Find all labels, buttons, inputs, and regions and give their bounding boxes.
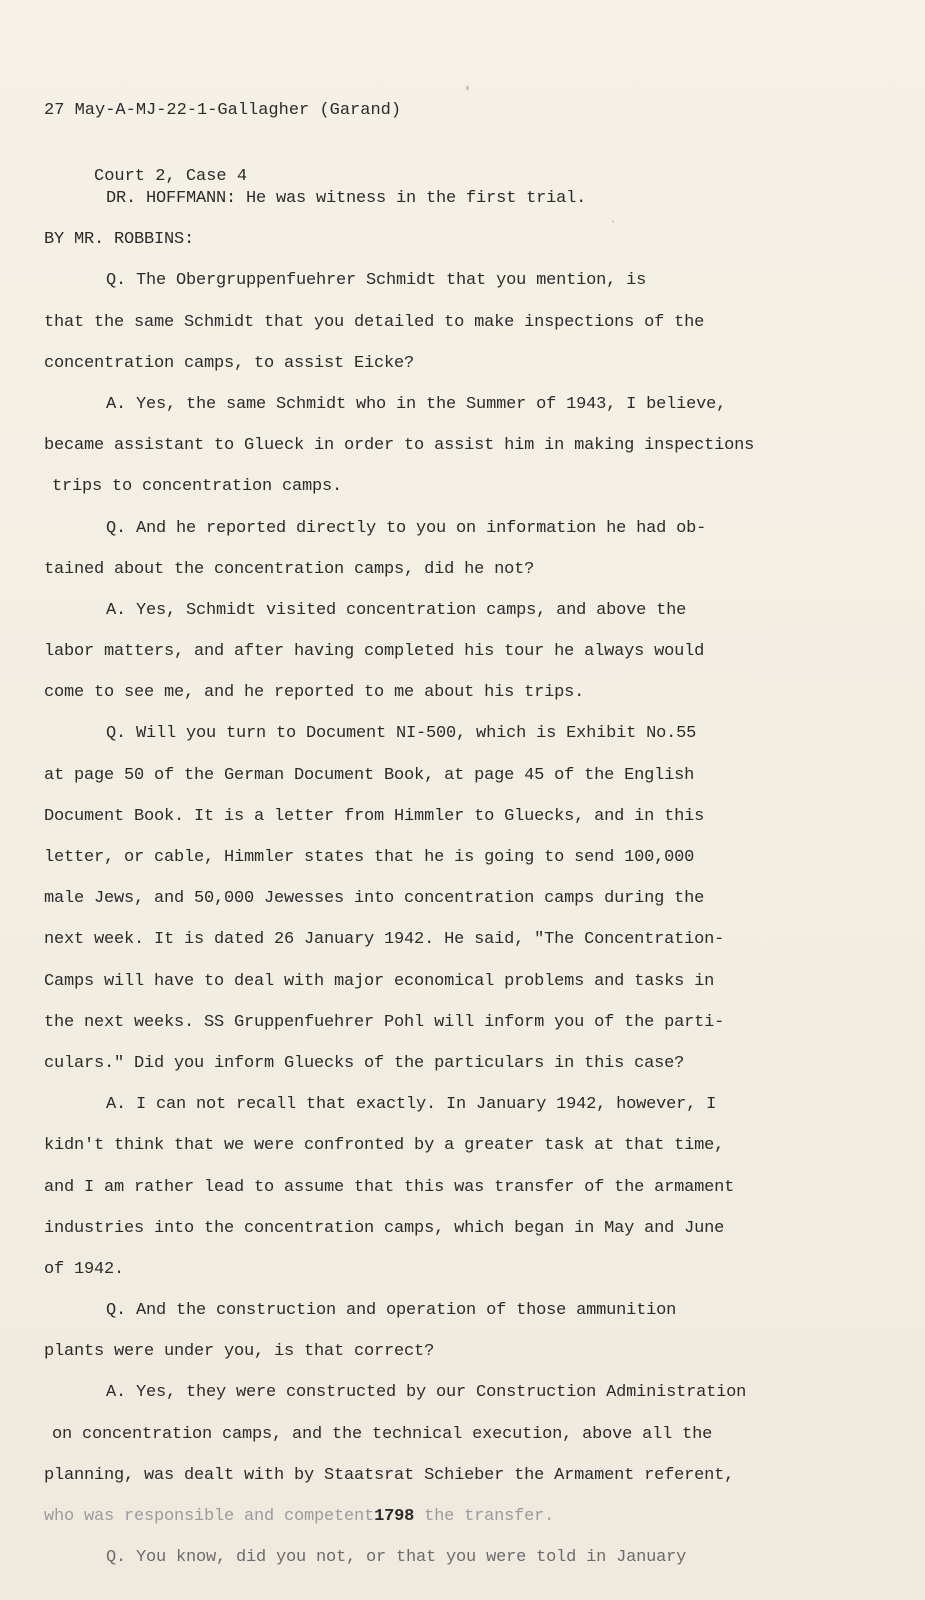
- transcript-line: the next weeks. SS Gruppenfuehrer Pohl will inform you of the parti-: [44, 1012, 725, 1032]
- transcript-line: became assistant to Glueck in order to assist him in making inspections: [44, 436, 755, 456]
- transcript-line: kidn't think that we were confronted by a greater task at that time,: [44, 1136, 725, 1156]
- transcript-line: Q. The Obergruppenfuehrer Schmidt that you mention, is: [106, 271, 647, 291]
- paper-speck: [466, 86, 469, 90]
- transcript-line: letter, or cable, Himmler states that he is going to send 100,000: [44, 848, 695, 867]
- faint-transcript-line: [44, 1496, 904, 1537]
- transcript-line: concentration camps, to assist Eicke?: [44, 353, 415, 373]
- header-reference-line: 27 May-A-MJ-22-1-Gallagher (Garand): [44, 101, 402, 120]
- transcript-line: trips to concentration camps.: [52, 477, 343, 497]
- transcript-line: planning, was dealt with by Staatsrat Schieber the Armament referent,: [44, 1465, 735, 1485]
- transcript-line: Q. Will you turn to Document NI-500, which is Exhibit No.55: [106, 724, 697, 744]
- transcript-line: on concentration camps, and the technical execution, above all the: [52, 1424, 713, 1444]
- header-court-line: Court 2, Case 4: [94, 167, 248, 186]
- transcript-line: culars." Did you inform Gluecks of the particulars in this case?: [44, 1053, 685, 1073]
- transcript-line: A. Yes, Schmidt visited concentration camps, and above the: [106, 600, 687, 620]
- transcript-line: BY MR. ROBBINS:: [44, 230, 195, 250]
- transcript-line: A. Yes, the same Schmidt who in the Summer of 1943, I believe,: [106, 394, 727, 414]
- transcript-line: Document Book. It is a letter from Himmler to Gluecks, and in this: [44, 806, 705, 826]
- transcript-line: DR. HOFFMANN: He was witness in the first trial.: [106, 189, 587, 208]
- transcript-line: plants were under you, is that correct?: [44, 1342, 435, 1362]
- faint-line-end: the transfer.: [414, 1507, 555, 1526]
- transcript-line: industries into the concentration camps, which began in May and June: [44, 1218, 725, 1238]
- transcript-line: and I am rather lead to assume that this was transfer of the armament: [44, 1177, 735, 1197]
- transcript-line: male Jews, and 50,000 Jewesses into concentration camps during the: [44, 889, 705, 909]
- page-number: 1798: [374, 1507, 415, 1526]
- transcript-line: A. I can not recall that exactly. In January 1942, however, I: [106, 1095, 717, 1115]
- transcript-line: that the same Schmidt that you detailed to make inspections of the: [44, 312, 705, 332]
- paper-speck: [612, 220, 614, 223]
- last-transcript-line: Q. You know, did you not, or that you were told in January: [106, 1548, 687, 1568]
- transcript-line: Q. And the construction and operation of those ammunition: [106, 1301, 677, 1321]
- faint-line-start: who was responsible and competent: [44, 1507, 375, 1526]
- transcript-line: come to see me, and he reported to me about his trips.: [44, 683, 585, 703]
- transcript-line: next week. It is dated 26 January 1942. He said, "The Concentration-: [44, 930, 725, 950]
- transcript-line: tained about the concentration camps, did he not?: [44, 559, 535, 579]
- transcript-line: labor matters, and after having completed his tour he always would: [44, 642, 705, 662]
- transcript-line: of 1942.: [44, 1259, 125, 1279]
- transcript-line: at page 50 of the German Document Book, at page 45 of the English: [44, 765, 695, 785]
- transcript-body: [44, 178, 904, 1578]
- transcript-line: A. Yes, they were constructed by our Construction Administration: [106, 1383, 747, 1403]
- transcript-line: Q. And he reported directly to you on information he had ob-: [106, 518, 707, 538]
- transcript-line: Camps will have to deal with major economical problems and tasks in: [44, 971, 715, 991]
